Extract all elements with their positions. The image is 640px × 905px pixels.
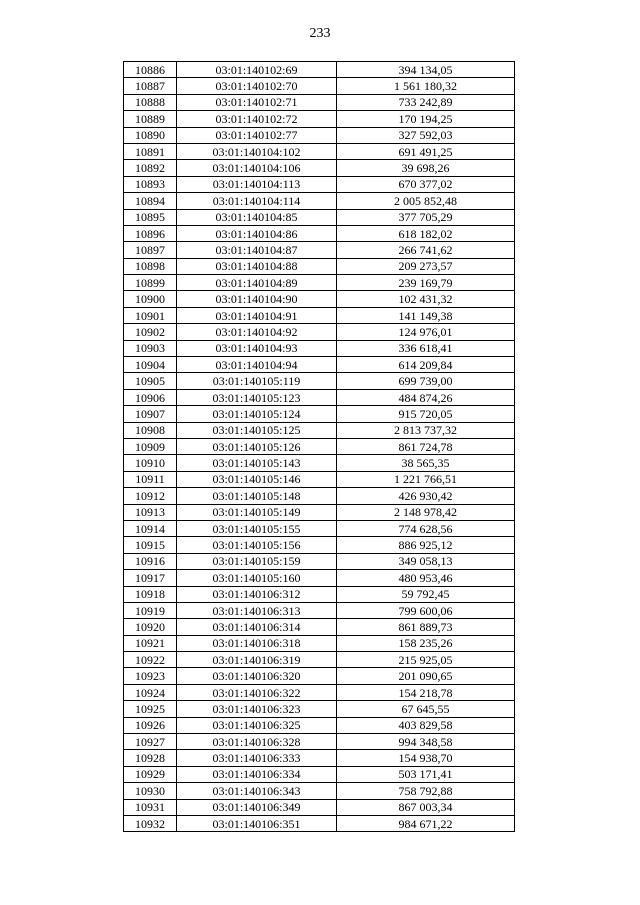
table-row — [124, 717, 515, 733]
table-row — [124, 258, 515, 274]
table-row — [124, 438, 515, 454]
cadastral-value-cell: 1 221 766,51 — [337, 471, 515, 487]
cadastral-number-cell: 03:01:140106:318 — [177, 635, 337, 651]
table-row — [124, 701, 515, 717]
cadastral-value-cell: 426 930,42 — [337, 488, 515, 504]
table-row — [124, 799, 515, 815]
cadastral-value-cell: 39 698,26 — [337, 160, 515, 176]
row-number-cell: 10911 — [124, 471, 177, 487]
table-row — [124, 193, 515, 209]
table-row — [124, 209, 515, 225]
cadastral-value-cell: 215 925,05 — [337, 652, 515, 668]
cadastral-value-cell: 618 182,02 — [337, 225, 515, 241]
cadastral-value-cell: 336 618,41 — [337, 340, 515, 356]
cadastral-value-cell: 480 953,46 — [337, 570, 515, 586]
row-number-cell: 10899 — [124, 275, 177, 291]
cadastral-number-cell: 03:01:140104:113 — [177, 176, 337, 192]
cadastral-number-cell: 03:01:140104:87 — [177, 242, 337, 258]
cadastral-number-cell: 03:01:140105:124 — [177, 406, 337, 422]
cadastral-number-cell: 03:01:140102:70 — [177, 78, 337, 94]
row-number-cell: 10888 — [124, 94, 177, 110]
row-number-cell: 10905 — [124, 373, 177, 389]
row-number-cell: 10923 — [124, 668, 177, 684]
row-number-cell: 10930 — [124, 783, 177, 799]
table-row — [124, 160, 515, 176]
row-number-cell: 10910 — [124, 455, 177, 471]
table-row — [124, 488, 515, 504]
cadastral-number-cell: 03:01:140104:89 — [177, 275, 337, 291]
row-number-cell: 10912 — [124, 488, 177, 504]
table-row — [124, 406, 515, 422]
table-row — [124, 78, 515, 94]
cadastral-value-cell: 774 628,56 — [337, 520, 515, 536]
cadastral-value-cell: 2 813 737,32 — [337, 422, 515, 438]
row-number-cell: 10895 — [124, 209, 177, 225]
table-row — [124, 570, 515, 586]
table-row — [124, 143, 515, 159]
cadastral-number-cell: 03:01:140105:146 — [177, 471, 337, 487]
table-row — [124, 602, 515, 618]
cadastral-value-cell: 209 273,57 — [337, 258, 515, 274]
row-number-cell: 10889 — [124, 111, 177, 127]
cadastral-number-cell: 03:01:140105:156 — [177, 537, 337, 553]
row-number-cell: 10917 — [124, 570, 177, 586]
row-number-cell: 10908 — [124, 422, 177, 438]
cadastral-number-cell: 03:01:140105:123 — [177, 389, 337, 405]
cadastral-value-cell: 38 565,35 — [337, 455, 515, 471]
cadastral-value-cell: 170 194,25 — [337, 111, 515, 127]
cadastral-value-cell: 994 348,58 — [337, 734, 515, 750]
table-row — [124, 766, 515, 782]
cadastral-value-cell: 861 724,78 — [337, 438, 515, 454]
row-number-cell: 10914 — [124, 520, 177, 536]
cadastral-value-cell: 670 377,02 — [337, 176, 515, 192]
table-row — [124, 357, 515, 373]
table-row — [124, 127, 515, 143]
cadastral-number-cell: 03:01:140106:313 — [177, 602, 337, 618]
table-row — [124, 619, 515, 635]
cadastral-value-table — [123, 61, 515, 832]
cadastral-number-cell: 03:01:140102:71 — [177, 94, 337, 110]
cadastral-number-cell: 03:01:140106:323 — [177, 701, 337, 717]
cadastral-number-cell: 03:01:140106:314 — [177, 619, 337, 635]
cadastral-value-cell: 733 242,89 — [337, 94, 515, 110]
table-row — [124, 242, 515, 258]
row-number-cell: 10892 — [124, 160, 177, 176]
cadastral-value-cell: 158 235,26 — [337, 635, 515, 651]
row-number-cell: 10893 — [124, 176, 177, 192]
row-number-cell: 10915 — [124, 537, 177, 553]
cadastral-number-cell: 03:01:140106:312 — [177, 586, 337, 602]
row-number-cell: 10909 — [124, 438, 177, 454]
table-row — [124, 307, 515, 323]
table-row — [124, 750, 515, 766]
table-row — [124, 734, 515, 750]
cadastral-value-cell: 154 218,78 — [337, 684, 515, 700]
row-number-cell: 10902 — [124, 324, 177, 340]
cadastral-number-cell: 03:01:140104:86 — [177, 225, 337, 241]
row-number-cell: 10929 — [124, 766, 177, 782]
cadastral-number-cell: 03:01:140106:343 — [177, 783, 337, 799]
table-row — [124, 62, 515, 78]
row-number-cell: 10920 — [124, 619, 177, 635]
cadastral-value-cell: 799 600,06 — [337, 602, 515, 618]
cadastral-value-cell: 861 889,73 — [337, 619, 515, 635]
cadastral-value-cell: 154 938,70 — [337, 750, 515, 766]
row-number-cell: 10903 — [124, 340, 177, 356]
cadastral-number-cell: 03:01:140105:159 — [177, 553, 337, 569]
row-number-cell: 10894 — [124, 193, 177, 209]
cadastral-value-cell: 403 829,58 — [337, 717, 515, 733]
row-number-cell: 10900 — [124, 291, 177, 307]
row-number-cell: 10896 — [124, 225, 177, 241]
table-row — [124, 684, 515, 700]
table-row — [124, 520, 515, 536]
cadastral-value-cell: 266 741,62 — [337, 242, 515, 258]
cadastral-value-cell: 691 491,25 — [337, 143, 515, 159]
cadastral-number-cell: 03:01:140106:333 — [177, 750, 337, 766]
cadastral-number-cell: 03:01:140104:114 — [177, 193, 337, 209]
table-row — [124, 586, 515, 602]
row-number-cell: 10898 — [124, 258, 177, 274]
table-row — [124, 455, 515, 471]
cadastral-number-cell: 03:01:140105:126 — [177, 438, 337, 454]
cadastral-value-cell: 59 792,45 — [337, 586, 515, 602]
row-number-cell: 10922 — [124, 652, 177, 668]
cadastral-number-cell: 03:01:140104:92 — [177, 324, 337, 340]
table-row — [124, 225, 515, 241]
cadastral-value-cell: 886 925,12 — [337, 537, 515, 553]
table-row — [124, 176, 515, 192]
cadastral-number-cell: 03:01:140102:72 — [177, 111, 337, 127]
row-number-cell: 10927 — [124, 734, 177, 750]
table-row — [124, 373, 515, 389]
cadastral-number-cell: 03:01:140105:125 — [177, 422, 337, 438]
table-row — [124, 504, 515, 520]
row-number-cell: 10913 — [124, 504, 177, 520]
cadastral-value-cell: 201 090,65 — [337, 668, 515, 684]
cadastral-number-cell: 03:01:140106:320 — [177, 668, 337, 684]
cadastral-value-cell: 141 149,38 — [337, 307, 515, 323]
cadastral-number-cell: 03:01:140106:328 — [177, 734, 337, 750]
cadastral-number-cell: 03:01:140102:77 — [177, 127, 337, 143]
table-row — [124, 471, 515, 487]
cadastral-number-cell: 03:01:140104:106 — [177, 160, 337, 176]
table-row — [124, 111, 515, 127]
cadastral-number-cell: 03:01:140105:148 — [177, 488, 337, 504]
cadastral-value-cell: 1 561 180,32 — [337, 78, 515, 94]
cadastral-number-cell: 03:01:140104:88 — [177, 258, 337, 274]
cadastral-value-cell: 915 720,05 — [337, 406, 515, 422]
cadastral-number-cell: 03:01:140106:322 — [177, 684, 337, 700]
row-number-cell: 10919 — [124, 602, 177, 618]
table-row — [124, 324, 515, 340]
cadastral-value-cell: 484 874,26 — [337, 389, 515, 405]
cadastral-value-cell: 67 645,55 — [337, 701, 515, 717]
cadastral-number-cell: 03:01:140105:160 — [177, 570, 337, 586]
row-number-cell: 10906 — [124, 389, 177, 405]
table-row — [124, 422, 515, 438]
cadastral-value-cell: 102 431,32 — [337, 291, 515, 307]
cadastral-value-cell: 2 148 978,42 — [337, 504, 515, 520]
row-number-cell: 10924 — [124, 684, 177, 700]
cadastral-number-cell: 03:01:140106:334 — [177, 766, 337, 782]
cadastral-number-cell: 03:01:140105:149 — [177, 504, 337, 520]
table-row — [124, 291, 515, 307]
table-row — [124, 783, 515, 799]
row-number-cell: 10928 — [124, 750, 177, 766]
cadastral-value-cell: 699 739,00 — [337, 373, 515, 389]
cadastral-value-cell: 2 005 852,48 — [337, 193, 515, 209]
cadastral-number-cell: 03:01:140106:325 — [177, 717, 337, 733]
table-row — [124, 815, 515, 831]
table-row — [124, 340, 515, 356]
table-row — [124, 275, 515, 291]
table-row — [124, 94, 515, 110]
row-number-cell: 10897 — [124, 242, 177, 258]
row-number-cell: 10901 — [124, 307, 177, 323]
cadastral-number-cell: 03:01:140104:102 — [177, 143, 337, 159]
cadastral-value-cell: 758 792,88 — [337, 783, 515, 799]
row-number-cell: 10891 — [124, 143, 177, 159]
cadastral-value-cell: 394 134,05 — [337, 62, 515, 78]
cadastral-number-cell: 03:01:140104:85 — [177, 209, 337, 225]
cadastral-number-cell: 03:01:140106:349 — [177, 799, 337, 815]
row-number-cell: 10904 — [124, 357, 177, 373]
row-number-cell: 10916 — [124, 553, 177, 569]
table-row — [124, 553, 515, 569]
page-number: 233 — [309, 26, 331, 41]
cadastral-value-cell: 124 976,01 — [337, 324, 515, 340]
cadastral-value-cell: 867 003,34 — [337, 799, 515, 815]
cadastral-value-cell: 349 058,13 — [337, 553, 515, 569]
row-number-cell: 10907 — [124, 406, 177, 422]
cadastral-number-cell: 03:01:140106:351 — [177, 815, 337, 831]
cadastral-number-cell: 03:01:140105:155 — [177, 520, 337, 536]
row-number-cell: 10925 — [124, 701, 177, 717]
cadastral-value-cell: 984 671,22 — [337, 815, 515, 831]
table-row — [124, 635, 515, 651]
cadastral-value-cell: 614 209,84 — [337, 357, 515, 373]
cadastral-value-cell: 503 171,41 — [337, 766, 515, 782]
cadastral-value-cell: 377 705,29 — [337, 209, 515, 225]
row-number-cell: 10921 — [124, 635, 177, 651]
table-body — [124, 62, 515, 832]
table-row — [124, 389, 515, 405]
row-number-cell: 10931 — [124, 799, 177, 815]
row-number-cell: 10918 — [124, 586, 177, 602]
row-number-cell: 10887 — [124, 78, 177, 94]
cadastral-number-cell: 03:01:140102:69 — [177, 62, 337, 78]
cadastral-number-cell: 03:01:140104:93 — [177, 340, 337, 356]
cadastral-value-cell: 327 592,03 — [337, 127, 515, 143]
row-number-cell: 10890 — [124, 127, 177, 143]
table-row — [124, 668, 515, 684]
cadastral-number-cell: 03:01:140106:319 — [177, 652, 337, 668]
cadastral-number-cell: 03:01:140104:94 — [177, 357, 337, 373]
table-row — [124, 652, 515, 668]
cadastral-number-cell: 03:01:140104:90 — [177, 291, 337, 307]
cadastral-value-cell: 239 169,79 — [337, 275, 515, 291]
row-number-cell: 10886 — [124, 62, 177, 78]
cadastral-number-cell: 03:01:140105:119 — [177, 373, 337, 389]
cadastral-number-cell: 03:01:140104:91 — [177, 307, 337, 323]
row-number-cell: 10926 — [124, 717, 177, 733]
table-row — [124, 537, 515, 553]
row-number-cell: 10932 — [124, 815, 177, 831]
cadastral-number-cell: 03:01:140105:143 — [177, 455, 337, 471]
